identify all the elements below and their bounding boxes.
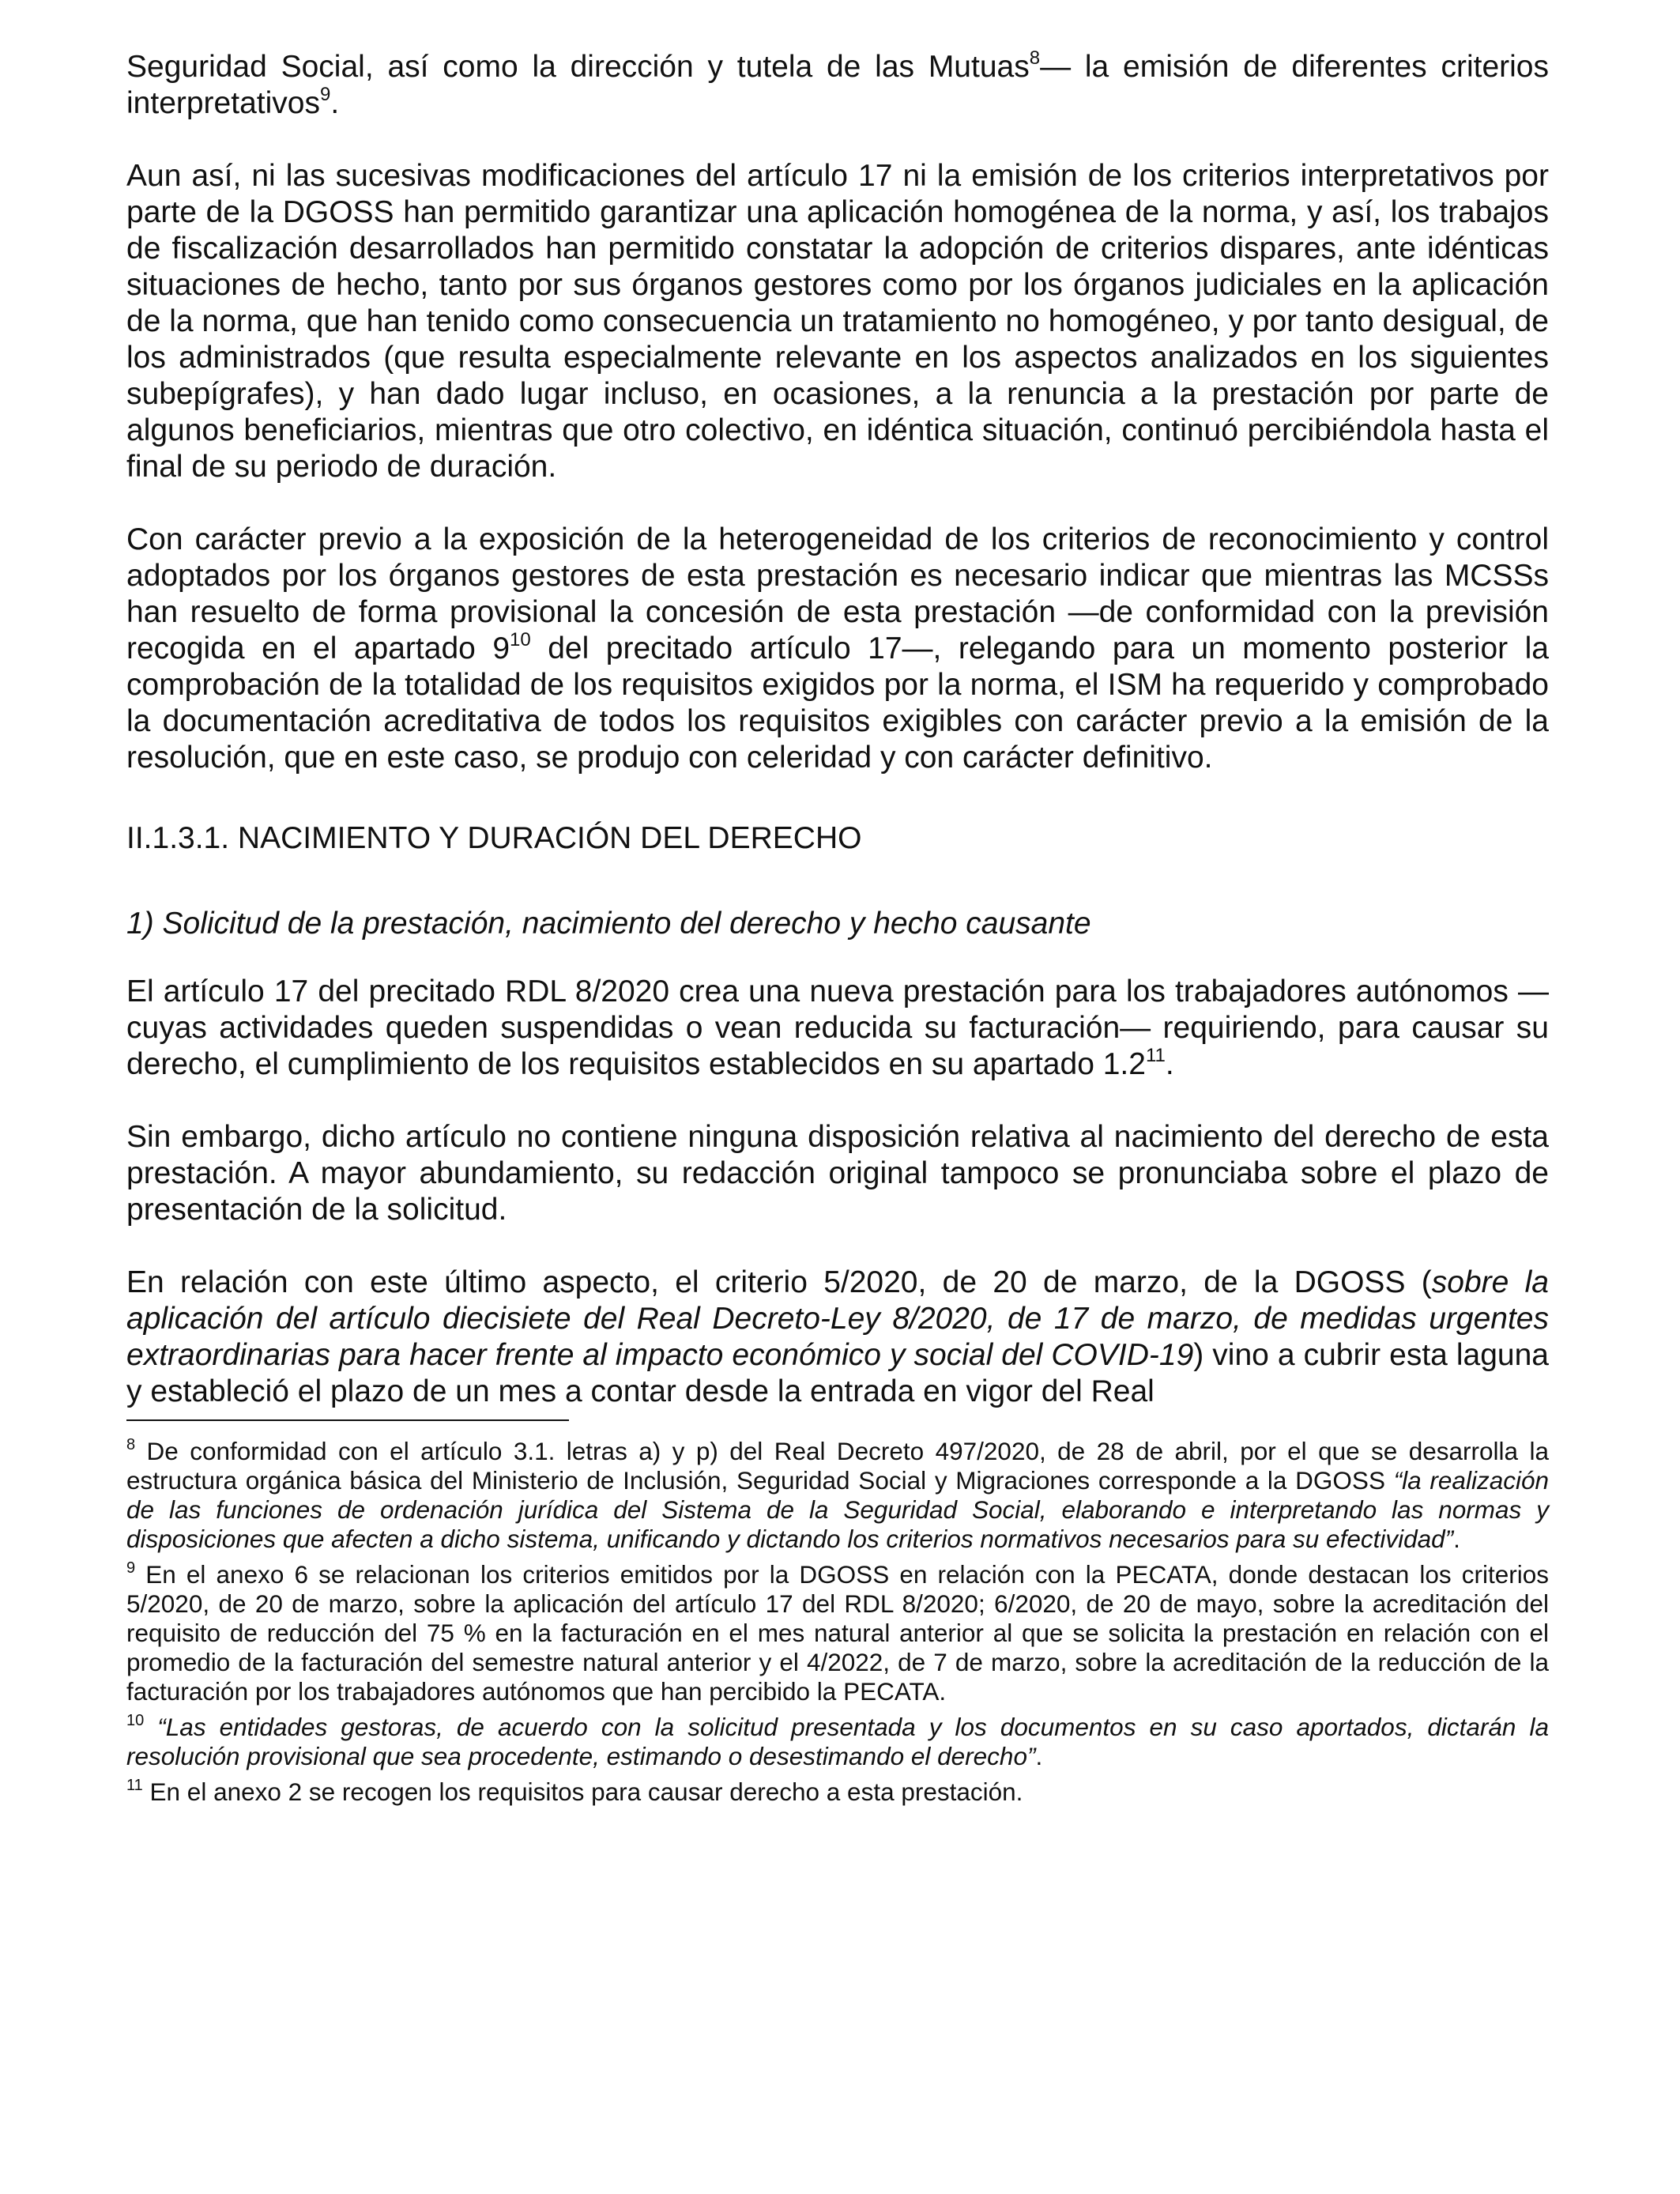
paragraph-6-text-b: ) vino a cubrir esta laguna y estableció el plazo de un mes a contar desde la entrada en vigor del Real (126, 1338, 1549, 1408)
paragraph-1-text-c: . (330, 86, 340, 120)
footnote-ref-11[interactable]: 11 (1145, 1045, 1166, 1066)
paragraph-6 (126, 1265, 1549, 1410)
footnote-ref-8[interactable]: 8 (1029, 47, 1041, 69)
paragraph-2: Aun así, ni las sucesivas modificaciones del artículo 17 ni la emisión de los criterios interpretativos por parte de la DGOSS han permitido garantizar una aplicación homogénea de la norma, y así, los trabajos de fiscalización desarrollados han permitido constatar la adopción de criterios dispares, ante idénticas situaciones de hecho, tanto por sus órganos gestores como por los órganos judiciales en la aplicación de la norma, que han tenido como consecuencia un tratamiento no homogéneo, y por tanto desigual, de los administrados (que resulta especialmente relevante en los aspectos analizados en los siguientes subepígrafes), y han dado lugar incluso, en ocasiones, a la renuncia a la prestación por parte de algunos beneficiarios, mientras que otro colectivo, en idéntica situación, continuó percibiéndola hasta el final de su periodo de duración. (126, 159, 1549, 484)
footnote-8-number: 8 (126, 1436, 136, 1453)
paragraph-3-text-a: Con carácter previo a la exposición de la heterogeneidad de los criterios de reconocimiento y control adoptados por los órganos gestores de esta prestación es necesario indicar que mientras las MCSSs han resuelto de forma provisional la concesión de esta prestación —de conformidad con la previsión recogida en el apartado 9 (126, 522, 1549, 665)
footnote-ref-9[interactable]: 9 (319, 84, 331, 105)
footnote-11-number: 11 (126, 1777, 143, 1794)
footnote-9 (126, 1560, 1549, 1706)
paragraph-1 (126, 49, 1549, 122)
paragraph-6-italic-title: sobre la aplicación del artículo diecisiete del Real Decreto-Ley 8/2020, de 17 de marzo, de medidas urgentes extraordinarias para hacer frente al impacto económico y social del COVID-19 (126, 1265, 1549, 1372)
footnote-ref-10[interactable]: 10 (510, 629, 531, 650)
footnote-11 (126, 1777, 1549, 1807)
paragraph-1-text-b: — la emisión de diferentes criterios interpretativos (126, 50, 1549, 120)
footnote-8-end: . (1453, 1525, 1460, 1553)
footnote-9-number: 9 (126, 1559, 136, 1577)
footnote-10-number: 10 (126, 1712, 145, 1729)
footnote-11-text: En el anexo 2 se recogen los requisitos para causar derecho a esta prestación. (142, 1777, 1023, 1806)
paragraph-5: Sin embargo, dicho artículo no contiene ninguna disposición relativa al nacimiento del derecho de esta prestación. A mayor abundamiento, su redacción original tampoco se pronunciaba sobre el plazo de presentación de la solicitud. (126, 1120, 1549, 1227)
footnote-10-quote: “Las entidades gestoras, de acuerdo con la solicitud presentada y los documentos en su caso aportados, dictarán la resolución provisional que sea procedente, estimando o desestimando el derecho” (126, 1713, 1549, 1770)
paragraph-4-text-b: . (1165, 1047, 1174, 1081)
footnote-8-quote: “la realización de las funciones de ordenación jurídica del Sistema de la Seguridad Social, elaborando e interpretando las normas y disposiciones que afecten a dicho sistema, unificando y dictando los criterios normativos necesarios para su efectividad” (126, 1466, 1550, 1553)
footnote-9-text: En el anexo 6 se relacionan los criterios emitidos por la DGOSS en relación con la PECATA, donde destacan los criterios 5/2020, de 20 de marzo, sobre la aplicación del artículo 17 del RDL 8/2020; 6/2020, de 20 de mayo, sobre la acreditación del requisito de reducción del 75 % en la facturación en el mes natural anterior al que se solicita la prestación en relación con el promedio de la facturación del semestre natural anterior y el 4/2022, de 7 de marzo, sobre la acreditación de la reducción de la facturación por los trabajadores autónomos que han percibido la PECATA. (126, 1560, 1549, 1706)
paragraph-3 (126, 522, 1549, 776)
paragraph-1-text-a: Seguridad Social, así como la dirección y tutela de las Mutuas (126, 50, 1030, 84)
section-heading: II.1.3.1. NACIMIENTO Y DURACIÓN DEL DERECHO (126, 821, 862, 855)
footnote-separator (126, 1419, 569, 1421)
subsection-heading: 1) Solicitud de la prestación, nacimiento del derecho y hecho causante (126, 907, 1091, 941)
paragraph-4 (126, 974, 1549, 1083)
footnote-8-text: De conformidad con el artículo 3.1. letras a) y p) del Real Decreto 497/2020, de 28 de abril, por el que se desarrolla la estructura orgánica básica del Ministerio de Inclusión, Seguridad Social y Migraciones corresponde a la DGOSS (126, 1437, 1549, 1495)
paragraph-4-text-a: El artículo 17 del precitado RDL 8/2020 crea una nueva prestación para los trabajadores autónomos —cuyas actividades queden suspendidas o vean reducida su facturación— requiriendo, para causar su derecho, el cumplimiento de los requisitos establecidos en su apartado 1.2 (126, 974, 1549, 1081)
paragraph-6-text-a: En relación con este último aspecto, el criterio 5/2020, de 20 de marzo, de la DGOSS ( (126, 1265, 1432, 1299)
paragraph-3-text-b: del precitado artículo 17—, relegando para un momento posterior la comprobación de la totalidad de los requisitos exigidos por la norma, el ISM ha requerido y comprobado la documentación acreditativa de todos los requisitos exigibles con carácter previo a la emisión de la resolución, que en este caso, se produjo con celeridad y con carácter definitivo. (126, 631, 1549, 775)
footnote-8 (126, 1437, 1549, 1554)
footnote-10-end: . (1035, 1742, 1043, 1770)
footnote-10 (126, 1713, 1549, 1771)
document-page (126, 49, 1549, 1813)
